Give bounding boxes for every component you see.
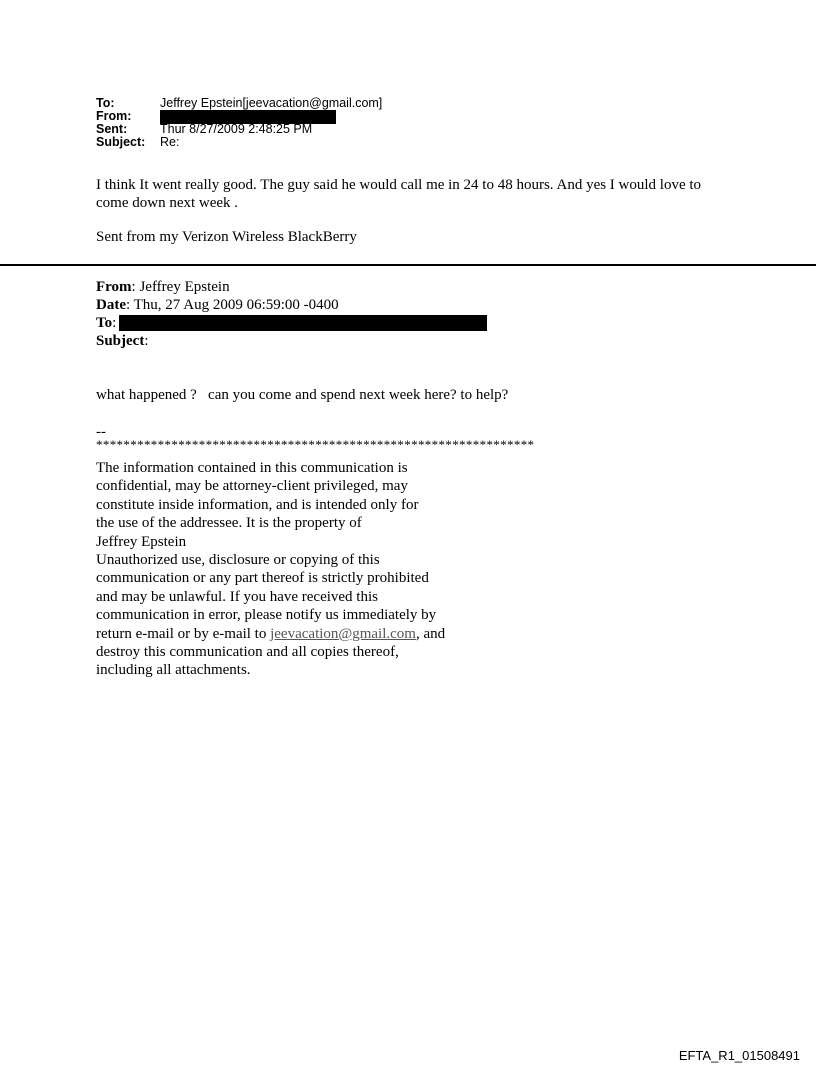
email-header — [96, 97, 382, 149]
return-suffix: , and — [415, 625, 446, 642]
to-label: To: — [96, 96, 115, 110]
disclaimer-line: communication or any part thereof is strictly prohibited — [96, 570, 429, 587]
disclaimer-line: destroy this communication and all copies thereof, — [96, 643, 399, 660]
quoted-subject-label: Subject — [96, 333, 145, 349]
confidentiality-disclaimer — [96, 459, 445, 680]
disclaimer-line: confidential, may be attorney-client privileged, may — [96, 478, 408, 495]
quoted-message: what happened ? can you come and spend next week here? to help? — [96, 387, 509, 403]
document-id: EFTA_R1_01508491 — [678, 1048, 800, 1063]
disclaimer-line: and may be unlawful. If you have received this — [96, 588, 378, 605]
quoted-subject-row — [96, 332, 487, 350]
quoted-to-row — [96, 314, 487, 332]
quoted-to-sep: : — [112, 315, 117, 331]
quoted-date-value: : Thu, 27 Aug 2009 06:59:00 -0400 — [126, 297, 339, 313]
disclaimer-line: Unauthorized use, disclosure or copying of this — [96, 551, 380, 568]
quoted-to-redaction — [119, 315, 487, 331]
quoted-header — [96, 278, 487, 350]
subject-row — [96, 136, 382, 149]
quoted-from-label: From — [96, 279, 132, 295]
quoted-date-label: Date — [96, 297, 126, 313]
separator-stars: **************************************************************** — [96, 437, 535, 452]
quoted-subject-sep: : — [144, 333, 149, 349]
reply-signature: Sent from my Verizon Wireless BlackBerry — [96, 229, 357, 245]
reply-body: I think It went really good. The guy said he would call me in 24 to 48 hours. And yes I would love to come down next week . — [96, 177, 702, 211]
quoted-from-row — [96, 278, 487, 296]
disclaimer-line: The information contained in this communication is — [96, 460, 408, 476]
disclaimer-line: constitute inside information, and is intended only for — [96, 496, 419, 513]
to-value: Jeffrey Epstein[jeevacation@gmail.com] — [160, 96, 383, 110]
email-link[interactable]: jeevacation@gmail.com — [270, 625, 416, 642]
return-prefix: return e-mail or by e-mail to — [96, 625, 271, 642]
subject-label: Subject: — [96, 135, 146, 149]
disclaimer-line: including all attachments. — [96, 662, 251, 679]
disclaimer-line: the use of the addressee. It is the property of — [96, 515, 362, 532]
signature-dashes: -- — [96, 424, 106, 440]
quoted-to-label: To — [96, 315, 113, 331]
subject-value: Re: — [160, 135, 180, 149]
sent-label: Sent: — [96, 122, 128, 136]
sent-value: Thur 8/27/2009 2:48:25 PM — [160, 122, 313, 136]
quoted-date-row — [96, 296, 487, 314]
message-divider — [0, 264, 816, 266]
disclaimer-line: communication in error, please notify us immediately by — [96, 607, 437, 624]
to-row — [96, 97, 382, 110]
disclaimer-line: Jeffrey Epstein — [96, 533, 187, 550]
quoted-from-value: : Jeffrey Epstein — [131, 279, 230, 295]
from-label: From: — [96, 109, 132, 123]
disclaimer-return-line — [96, 625, 445, 643]
